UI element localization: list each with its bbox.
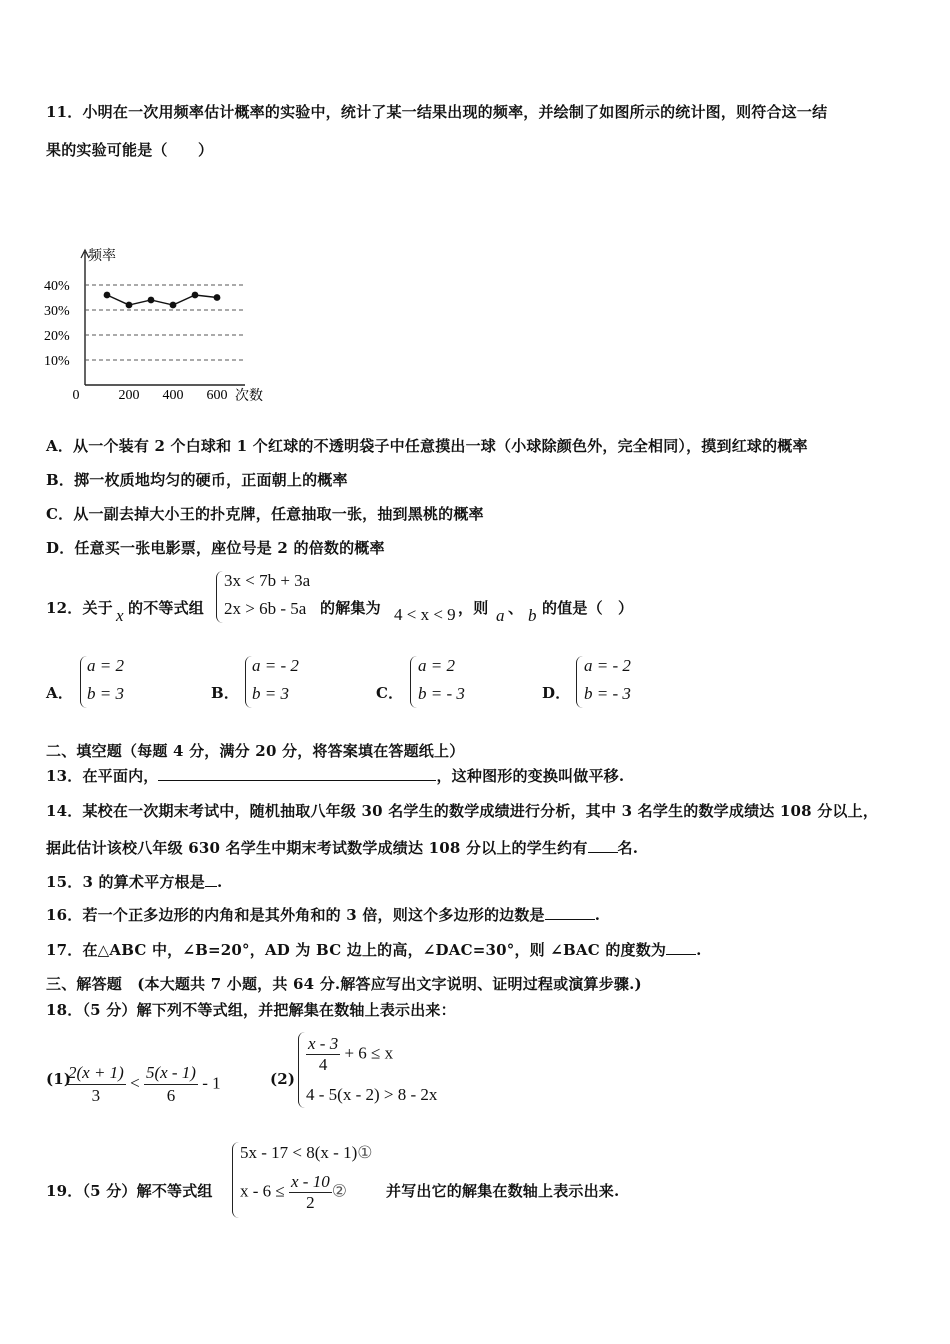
q12-solution: 4 < x < 9 [394,605,456,624]
q18-part2-frac [306,1034,340,1075]
q16 [46,904,600,925]
q15-answer-blank[interactable] [205,886,217,887]
q18-part1-frac1 [66,1062,126,1107]
q18-part1-num1: 2(x + 1) [66,1062,126,1085]
q12-sep: 、 [508,599,524,617]
chart-series-line [107,295,217,305]
q12-option-b-line2: b = 3 [252,684,289,703]
q14-line1: 14．某校在一次期末考试中，随机抽取八年级 30 名学生的数学成绩进行分析，其中 3 名学生的数学成绩达 108 分以上， [46,802,879,820]
q12-ineq-2: 2x > 6b - 5a [224,599,307,618]
q16-post: . [594,906,601,924]
q19-stem: 19．（5 分）解不等式组 [46,1182,213,1200]
q18-part1-den1: 3 [91,1086,101,1105]
section-2-heading: 二、填空题（每题 4 分，满分 20 分，将答案填在答题纸上） [46,742,465,760]
q12-option-a-label: A． [46,684,74,702]
chart-y-axis-label: 频率 [88,249,116,264]
q12-option-d-line2: b = - 3 [584,684,631,703]
q11-option-c: C．从一副去掉大小王的扑克牌，任意抽取一张，抽到黑桃的概率 [46,505,484,523]
chart-y-tick-label: 20% [44,329,70,344]
q12-var-a: a [496,606,505,625]
q12-system-brace [216,571,223,623]
q12-option-a-line1: a = 2 [87,656,124,675]
q13-post: ，这种图形的变换叫做平移. [436,767,625,785]
q12-option-b-label: B． [211,684,240,702]
q13-answer-blank[interactable] [158,780,436,781]
q12-var-b: b [528,606,537,625]
q11-line1: 11．小明在一次用频率估计概率的实验中，统计了某一结果出现的频率，并绘制了如图所示的统计图，则符合这一结 [46,103,828,121]
chart-x-axis-label: 次数 [235,389,263,404]
chart-x-tick-label: 200 [118,388,140,403]
chart-data-point [126,302,133,309]
frequency-line-chart [40,240,290,410]
q18-part2-ineq1 [306,1034,393,1075]
q11-option-b: B．掷一枚质地均匀的硬币，正面朝上的概率 [46,471,348,489]
chart-y-tick-label: 40% [44,279,70,294]
q18-part2-den: 4 [318,1055,328,1074]
q12-option-b-brace [245,656,252,708]
q14-answer-blank[interactable] [588,852,618,853]
q19-ineq2-lhs: x - 6 ≤ [240,1181,285,1201]
q19-system-brace [232,1142,239,1218]
section-3-heading: 三、解答题 (本大题共 7 小题，共 64 分.解答应写出文字说明、证明过程或演算步骤.) [46,975,642,993]
q13 [46,765,624,786]
q19-ineq2 [240,1172,347,1213]
q19-ineq1-text: 5x - 17 < 8(x - 1) [240,1143,358,1162]
q11-option-a: A．从一个装有 2 个白球和 1 个红球的不透明袋子中任意摸出一球（小球除颜色外，完全相同），摸到红球的概率 [46,437,808,455]
q15-pre: 15．3 的算术平方根是 [46,873,205,891]
q18-part2-tail: + 6 ≤ x [344,1043,394,1063]
q11-option-d: D．任意买一张电影票，座位号是 2 的倍数的概率 [46,539,385,557]
q18-part2-brace [298,1032,305,1108]
q18-part1-lt: < [130,1073,140,1093]
q14-line2-post: 名. [617,839,639,857]
q16-answer-blank[interactable] [545,919,595,920]
q19-ineq2-num: x - 10 [291,1172,330,1191]
q12-mid: 的不等式组 [128,599,205,617]
q18-stem: 18．（5 分）解下列不等式组，并把解集在数轴上表示出来： [46,1001,456,1019]
q17-answer-blank[interactable] [666,954,696,955]
chart-data-point [170,302,177,309]
q17-post: . [696,941,702,959]
q18-part1-den2: 6 [166,1086,176,1105]
q12-solution-label: 的解集为 [320,599,381,617]
q18-part2-num: x - 3 [308,1034,339,1053]
q19-ineq1 [240,1143,372,1163]
q12-prefix: 12．关于 [46,599,113,617]
q19-mark2: ② [331,1181,347,1201]
chart-y-tick-label: 10% [44,354,70,369]
q12-option-d-label: D． [542,684,571,702]
q18-part1-frac2 [144,1062,198,1107]
q19-tail: 并写出它的解集在数轴上表示出来. [386,1182,620,1200]
q15 [46,871,222,892]
chart-data-point [148,297,155,304]
q17 [46,939,702,960]
q19-ineq2-frac [289,1172,332,1213]
q12-suffix: 的值是（ ） [542,599,634,617]
q12-then: ，则 [458,599,489,617]
q15-post: . [216,873,223,891]
q12-ineq-1: 3x < 7b + 3a [224,571,311,590]
q18-part2-ineq2: 4 - 5(x - 2) > 8 - 2x [306,1085,438,1104]
q19-ineq2-den: 2 [306,1193,315,1212]
chart-y-tick-label: 30% [44,304,70,319]
q18-part2-label: (2) [270,1070,296,1088]
q12-option-c-brace [410,656,417,708]
q12-option-a-brace [80,656,87,708]
q12-option-a-line2: b = 3 [87,684,124,703]
q17-pre: 17．在△ABC 中，∠B=20°，AD 为 BC 边上的高，∠DAC=30°，则 ∠BAC 的度数为 [46,941,667,959]
q19-mark1: ① [357,1143,373,1162]
q18-part1-num2: 5(x - 1) [144,1062,198,1085]
q12-option-c-line1: a = 2 [418,656,455,675]
chart-data-point [192,292,199,299]
q12-option-d-brace [576,656,583,708]
chart-x-tick-label: 600 [206,388,228,403]
chart-x-tick-label: 400 [162,388,184,403]
q18-part1-expr [66,1062,221,1107]
q12-option-c-line2: b = - 3 [418,684,465,703]
q16-pre: 16．若一个正多边形的内角和是其外角和的 3 倍，则这个多边形的边数是 [46,906,545,924]
q14-line2 [46,837,638,858]
chart-x-tick-label: 0 [72,388,80,403]
q18-part1-label: (1) [46,1070,72,1088]
q13-pre: 13．在平面内， [46,767,159,785]
chart-data-point [104,292,111,299]
q11-line2: 果的实验可能是（ ） [46,141,214,159]
q12-option-d-line1: a = - 2 [584,656,631,675]
q12-option-c-label: C． [376,684,404,702]
q12-var-x: x [116,606,124,625]
chart-data-point [214,294,221,301]
q14-line2-pre: 据此估计该校八年级 630 名学生中期末考试数学成绩达 108 分以上的学生约有 [46,839,588,857]
q12-option-b-line1: a = - 2 [252,656,299,675]
q18-part1-tail: - 1 [202,1073,221,1093]
